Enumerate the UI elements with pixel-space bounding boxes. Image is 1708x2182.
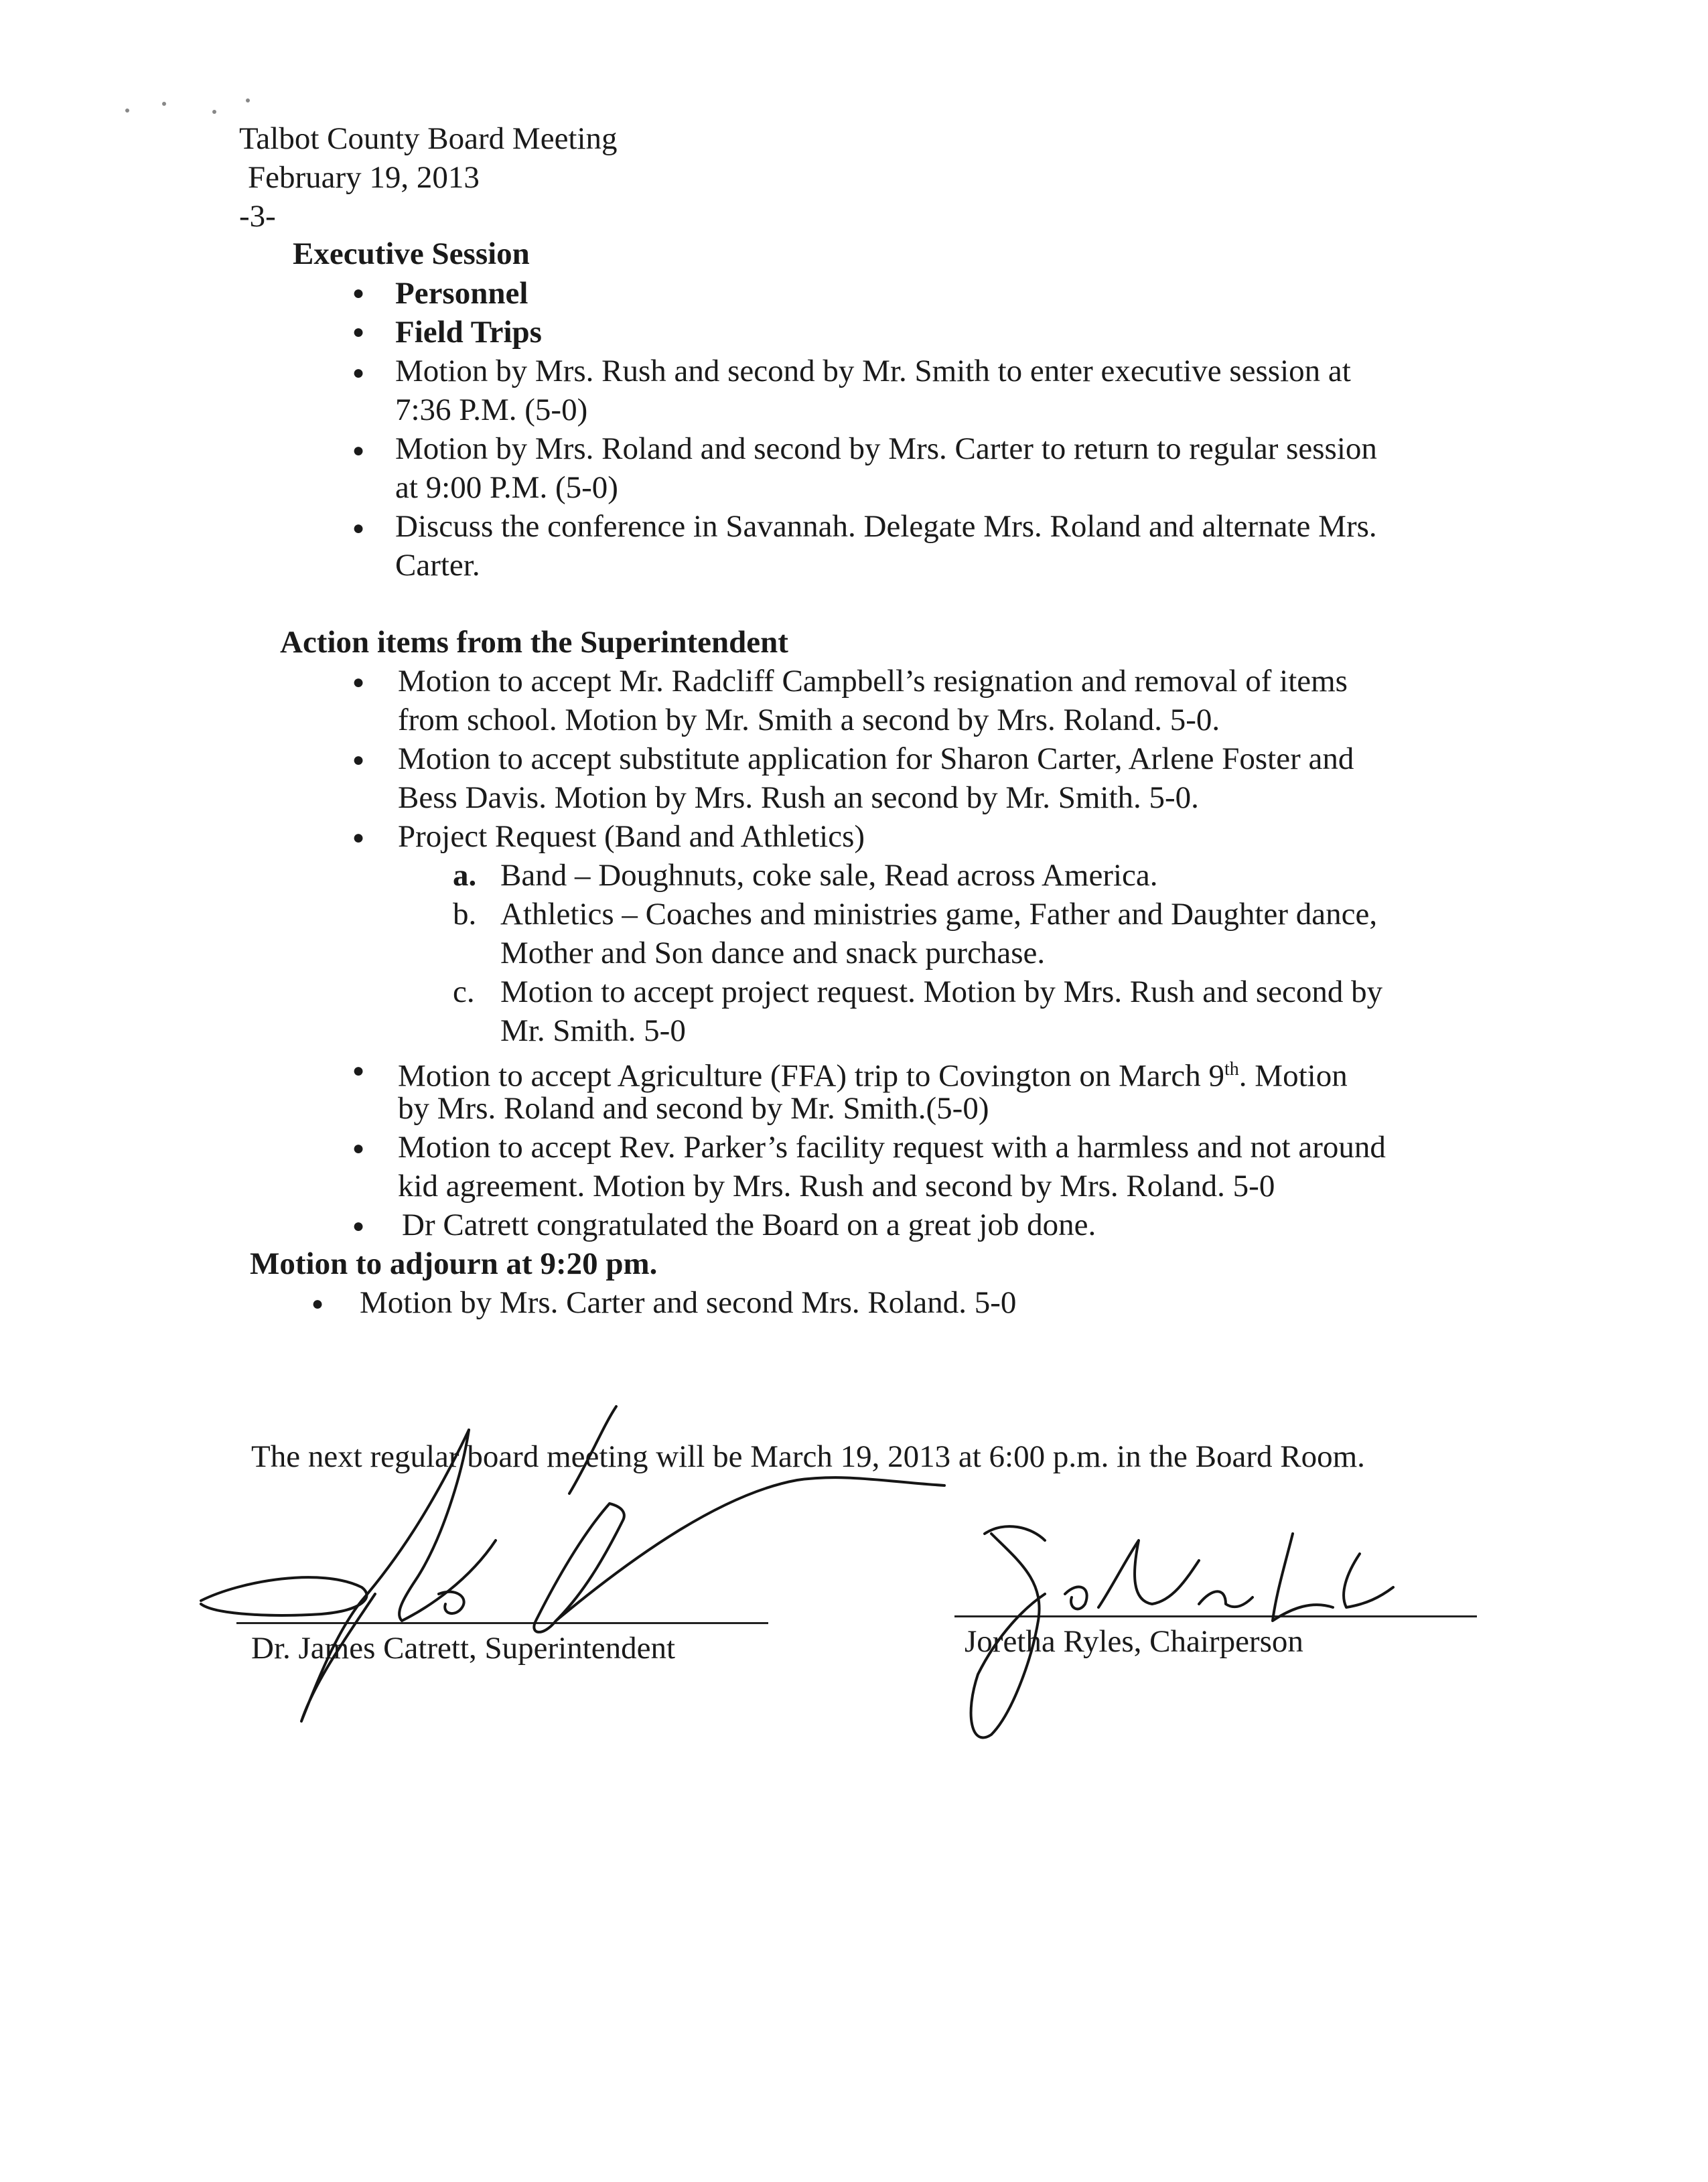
bullet: ● <box>352 517 365 539</box>
bullet: ● <box>352 282 365 304</box>
chairperson-signature <box>971 1526 1393 1737</box>
sub-label-c: c. <box>453 974 475 1009</box>
bullet: ● <box>352 1137 365 1159</box>
list-item-cont: by Mrs. Roland and second by Mr. Smith.(5-0) <box>398 1091 989 1126</box>
doc-title: Talbot County Board Meeting <box>239 121 618 156</box>
list-item: Motion by Mrs. Rush and second by Mr. Smith to enter executive session at <box>395 354 1351 388</box>
bullet: ● <box>352 362 365 384</box>
bullet: ● <box>352 321 365 343</box>
list-item: Project Request (Band and Athletics) <box>398 819 865 854</box>
sub-label-a: a. <box>453 858 477 893</box>
list-item-text: Motion to accept Agriculture (FFA) trip to Covington on March 9 <box>398 1058 1225 1094</box>
list-item: Personnel <box>395 276 528 311</box>
list-item: Motion by Mrs. Carter and second Mrs. Roland. 5-0 <box>360 1285 1017 1320</box>
sub-label-b: b. <box>453 897 477 932</box>
list-item: Dr Catrett congratulated the Board on a great job done. <box>402 1208 1096 1242</box>
sub-item: Band – Doughnuts, coke sale, Read across America. <box>500 858 1158 893</box>
sub-item-cont: Mother and Son dance and snack purchase. <box>500 936 1046 970</box>
list-item-text-end: . Motion <box>1238 1058 1348 1094</box>
bullet: ● <box>352 439 365 461</box>
ordinal-suffix: th <box>1224 1059 1239 1080</box>
page-number: -3- <box>239 199 276 234</box>
chairperson-name: Joretha Ryles, Chairperson <box>965 1624 1303 1659</box>
bullet: ● <box>352 749 365 771</box>
action-items-heading: Action items from the Superintendent <box>280 625 788 660</box>
bullet: ● <box>352 826 365 849</box>
meeting-date: February 19, 2013 <box>248 160 480 195</box>
list-item-cont: from school. Motion by Mr. Smith a second by Mrs. Roland. 5-0. <box>398 703 1220 737</box>
list-item: Field Trips <box>395 315 542 350</box>
superintendent-signature <box>201 1406 944 1721</box>
executive-session-heading: Executive Session <box>293 236 530 271</box>
list-item-cont: kid agreement. Motion by Mrs. Rush and second by Mrs. Roland. 5-0 <box>398 1169 1275 1204</box>
list-item-cont: at 9:00 P.M. (5-0) <box>395 470 618 505</box>
bullet: ● <box>352 671 365 693</box>
superintendent-name: Dr. James Catrett, Superintendent <box>251 1631 676 1666</box>
list-item: Motion to accept Mr. Radcliff Campbell’s resignation and removal of items <box>398 664 1348 699</box>
list-item: Motion to accept substitute application for Sharon Carter, Arlene Foster and <box>398 741 1354 776</box>
bullet: ● <box>311 1293 324 1315</box>
adjourn-heading: Motion to adjourn at 9:20 pm. <box>250 1246 658 1281</box>
list-item: Discuss the conference in Savannah. Delegate Mrs. Roland and alternate Mrs. <box>395 509 1377 544</box>
bullet: ● <box>352 1060 365 1082</box>
bullet: ● <box>352 1215 365 1237</box>
scan-marks <box>125 98 250 114</box>
list-item-cont: 7:36 P.M. (5-0) <box>395 392 588 427</box>
next-meeting-note: The next regular board meeting will be March 19, 2013 at 6:00 p.m. in the Board Room. <box>251 1439 1365 1474</box>
list-item-cont: Bess Davis. Motion by Mrs. Rush an second by Mr. Smith. 5-0. <box>398 780 1199 815</box>
list-item: Motion to accept Rev. Parker’s facility request with a harmless and not around <box>398 1130 1386 1165</box>
sub-item: Athletics – Coaches and ministries game, Father and Daughter dance, <box>500 897 1378 932</box>
sub-item-cont: Mr. Smith. 5-0 <box>500 1013 686 1048</box>
list-item-cont: Carter. <box>395 548 480 583</box>
list-item: Motion by Mrs. Roland and second by Mrs. Carter to return to regular session <box>395 431 1377 466</box>
sub-item: Motion to accept project request. Motion by Mrs. Rush and second by <box>500 974 1383 1009</box>
